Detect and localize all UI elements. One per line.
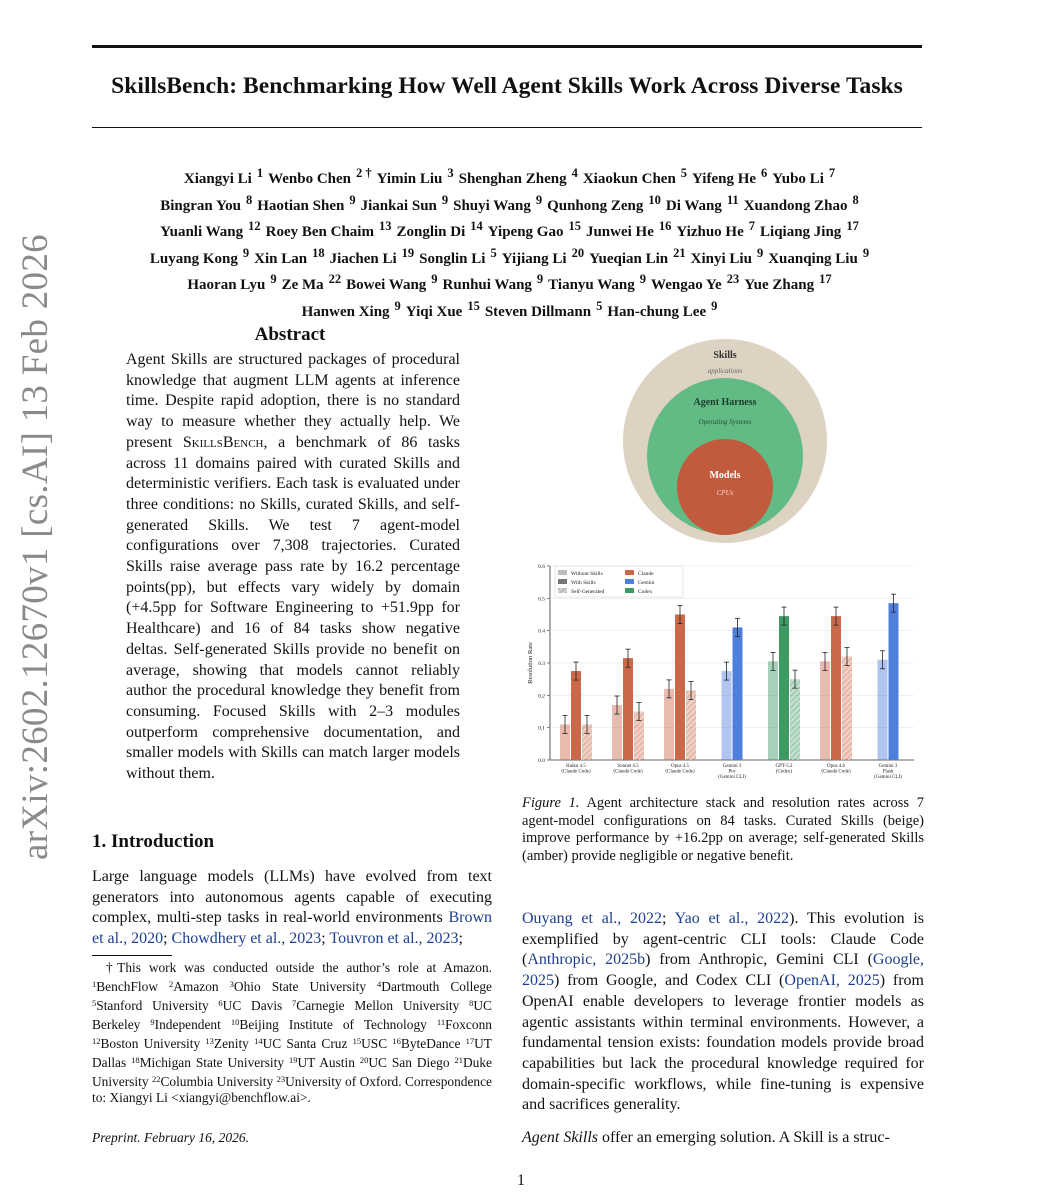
author-affiliation: 4 (571, 166, 578, 180)
legend-swatch (625, 588, 634, 593)
affiliation-number: 12 (92, 1036, 101, 1046)
author-affiliation: 6 (761, 166, 768, 180)
preprint-note: Preprint. February 16, 2026. (92, 1130, 249, 1145)
citation-link[interactable]: OpenAI, 2025 (784, 972, 880, 990)
x-tick-label: Flash (882, 769, 894, 775)
y-tick-label: 0.0 (538, 758, 545, 764)
x-tick-sublabel: (Claude Code) (665, 769, 695, 775)
citation-link[interactable]: Anthropic, 2025b (527, 951, 646, 969)
affiliation-name: University of Oxford (285, 1074, 399, 1089)
author-name: Xuandong Zhao (743, 197, 848, 214)
author-affiliation: 3 (447, 166, 454, 180)
author-affiliation: 9 (862, 245, 870, 260)
affiliation-number: 23 (276, 1074, 286, 1084)
citation-link[interactable]: Chowdhery et al., 2023 (171, 930, 322, 948)
citation-link[interactable]: Google, 2025 (522, 951, 925, 990)
section-heading-introduction: 1. Introduction (92, 831, 215, 852)
models-sublabel: CPUs (716, 489, 734, 497)
x-tick-sublabel: (Codex) (775, 769, 793, 775)
title-rule-top (92, 45, 922, 48)
author-name: Yubo Li (772, 171, 824, 187)
author-name: Shuyi Wang (453, 197, 531, 214)
y-tick-label: 0.1 (538, 725, 545, 732)
affiliation-name: Boston University (100, 1036, 201, 1051)
affiliation-number: 8 (469, 998, 474, 1008)
author-name: Xiaokun Chen (582, 171, 676, 187)
author-affiliation: 12 (248, 219, 261, 233)
author-name: Haoran Lyu (187, 277, 266, 293)
paper-title: SkillsBench: Benchmarking How Well Agent Skills Work Across Diverse Tasks (111, 73, 903, 99)
bar-without-skills (722, 671, 732, 760)
author-name: Yizhuo He (676, 224, 744, 240)
author-name: Shenghan Zheng (458, 171, 567, 187)
author-line (92, 243, 922, 270)
author-name: Yimin Liu (376, 171, 443, 187)
affiliation-number: 14 (254, 1036, 263, 1046)
affiliation-name: Michigan State University (139, 1055, 285, 1070)
author-name: Yue Zhang (744, 277, 815, 293)
author-name: Yipeng Gao (487, 224, 564, 240)
affiliation-name: Duke University (92, 1055, 492, 1089)
affiliation-name: Dartmouth College (381, 979, 492, 994)
citation-link[interactable]: Touvron et al., 2023 (329, 930, 459, 948)
models-label: Models (709, 470, 741, 481)
y-tick-label: 0.6 (538, 564, 545, 570)
author-affiliation: 5 (680, 166, 688, 180)
author-name: Yijiang Li (501, 250, 567, 267)
arxiv-identifier: arXiv:2602.12670v1 [cs.AI] 13 Feb 2026 (15, 234, 56, 860)
affiliation-number: 4 (377, 979, 382, 989)
affiliation-number: 21 (454, 1055, 463, 1065)
author-line (92, 296, 922, 323)
footnote-rule (92, 955, 172, 956)
bar-without-skills (820, 661, 830, 760)
author-affiliation: 7 (828, 166, 836, 180)
legend-swatch (625, 570, 634, 575)
affiliation-number: 22 (151, 1074, 161, 1084)
bar-with-skills (831, 616, 841, 760)
x-tick-label: Opus 4.6 (826, 764, 846, 769)
citation-link[interactable]: Brown et al., 2020 (92, 909, 492, 948)
affiliation-name: Carnegie Mellon University (296, 998, 460, 1013)
citation-link[interactable]: Ouyang et al., 2022 (522, 910, 663, 927)
author-name: Tianyu Wang (548, 277, 635, 293)
author-name: Haotian Shen (257, 197, 345, 214)
author-affiliation: 19 (401, 245, 415, 260)
bar-self-hatch (842, 657, 852, 760)
author-name: Roey Ben Chaim (265, 224, 374, 240)
affiliation-name: Foxconn (445, 1017, 492, 1032)
page-number: 1 (517, 1172, 525, 1189)
x-tick-label: Opus 4.5 (670, 764, 690, 769)
legend-label: Self-Generated (571, 589, 605, 595)
legend-label: Codex (638, 589, 653, 595)
author-name: Qunhong Zeng (547, 197, 644, 214)
author-affiliation: 9 (441, 192, 449, 207)
title-rule-bottom (92, 127, 922, 128)
bar-without-skills (768, 661, 778, 760)
affiliation-number: 5 (92, 998, 97, 1008)
author-name: Yifeng He (692, 171, 757, 187)
author-affiliation: 13 (378, 219, 392, 233)
author-name: Yuanli Wang (160, 224, 244, 240)
author-affiliation: 23 (726, 272, 740, 286)
resolution-rate-chart (522, 560, 920, 782)
agent-harness-sublabel: Operating Systems (698, 418, 752, 426)
bar-with-skills (623, 658, 633, 760)
affiliation-number: 3 (229, 979, 234, 989)
author-name: Xiangyi Li (183, 171, 252, 187)
agent-skills-paragraph: Agent Skills offer an emerging solution. A Skill is a struc- (522, 1129, 890, 1146)
affiliation-number: 9 (150, 1017, 155, 1027)
author-affiliation: 18 (312, 245, 325, 260)
author-name: Runhui Wang (442, 277, 532, 293)
bar-self-hatch (790, 679, 800, 760)
x-tick-sublabel: (Claude Code) (613, 769, 643, 775)
author-name: Jiankai Sun (360, 197, 437, 214)
author-affiliation: 5 (596, 298, 603, 313)
bar-with-skills (779, 616, 789, 760)
author-affiliation: 9 (349, 192, 356, 207)
x-tick-sublabel: (Claude Code) (821, 769, 851, 775)
skills-sublabel: applications (707, 367, 743, 375)
abstract-body: Agent Skills are structured packages of procedural knowledge that augment LLM agents at inference time. Despite rapid adoption, there is no standard way to measure whether they actually help. We present SkillsBench, a benchmark of 86 tasks across 11 domains paired with curated Skills and deterministic verifiers. Each task is evaluated under three conditions: no Skills, curated Skills, and self-generated Skills. We test 7 agent-model configurations over 7,308 trajectories. Curated Skills raise average pass rate by 16.2 percentage points(pp), but effects vary widely by domain (+4.5pp for Software Engineering to +51.9pp for Healthcare) and 16 of 84 tasks show negative deltas. Self-generated Skills provide no benefit on average, showing that models cannot reliably author the procedural knowledge they benefit from consuming. Focused Skills with 2–3 modules outperform comprehensive documentation, and smaller models with Skills can match larger models without them. (126, 351, 461, 783)
author-affiliation: 1 (256, 166, 264, 180)
author-affiliation: 16 (658, 219, 672, 233)
author-affiliation: 8 (852, 192, 859, 207)
author-name: Luyang Kong (149, 250, 238, 267)
affiliation-number: 17 (465, 1036, 475, 1046)
affiliation-number: 13 (205, 1036, 214, 1046)
author-name: Hanwen Xing (301, 303, 390, 320)
y-tick-label: 0.3 (538, 661, 545, 667)
affiliation-number: 6 (218, 998, 223, 1008)
affiliation-name: UC San Diego (368, 1055, 450, 1070)
author-name: Wenbo Chen (268, 171, 352, 187)
author-name: Wengao Ye (651, 277, 722, 293)
author-list (92, 163, 922, 322)
author-name: Han-chung Lee (607, 303, 707, 320)
author-affiliation: 9 (711, 298, 718, 313)
affiliation-name: Zenity (213, 1036, 249, 1051)
legend-swatch-hatch (558, 588, 567, 593)
legend-label: With Skills (571, 580, 596, 586)
author-affiliation: 9 (270, 272, 277, 286)
skills-label: Skills (713, 350, 737, 361)
author-affiliation: 9 (535, 192, 543, 207)
agent-harness-label: Agent Harness (693, 397, 757, 408)
affiliation-name: UT Austin (297, 1055, 355, 1070)
affiliation-name: BenchFlow (96, 979, 158, 994)
author-name: Yueqian Lin (589, 250, 669, 267)
x-tick-sublabel: (Gemini CLI) (718, 775, 746, 780)
author-name: Bowei Wang (346, 277, 427, 293)
bar-with-skills (889, 603, 899, 760)
affiliation-name: Columbia University (160, 1074, 274, 1089)
author-affiliation: 5 (490, 245, 497, 260)
x-tick-label: Gemini 3 (722, 764, 742, 769)
affiliation-number: 10 (230, 1017, 240, 1027)
author-affiliation: 14 (470, 219, 483, 233)
x-tick-label: Sonnet 4.5 (617, 764, 639, 769)
author-affiliation: 20 (571, 245, 585, 260)
bar-with-skills (571, 671, 581, 760)
x-tick-label: GPT-5.2 (775, 764, 793, 769)
affiliation-name: UT Dallas (92, 1036, 492, 1070)
affiliation-name: USC (361, 1036, 388, 1051)
bar-without-skills (878, 660, 888, 760)
author-line (92, 216, 922, 243)
author-affiliation: 9 (394, 298, 401, 313)
affiliation-name: Independent (154, 1017, 221, 1032)
affiliation-number: 19 (288, 1055, 298, 1065)
author-line (92, 163, 922, 190)
affiliation-number: 16 (392, 1036, 401, 1046)
author-name: Ze Ma (281, 277, 324, 293)
legend-swatch (558, 579, 567, 584)
intro-paragraph-continued: Ouyang et al., 2022; Yao et al., 2022). This evolution is exemplified by agent-centric CLI tools: Claude Code (Anthropic, 2025b) from Anthropic, Gemini CLI (Google, 2025) from Google, and Codex CLI (OpenAI, 2025) from OpenAI enable developers to leverage frontier models as agentic assistants within terminal environments. However, a fundamental tension exists: foundation models provide broad capabilities but lack the procedural knowledge required for domain-specific workflows, while fine-tuning is expensive and sacrifices generality. (522, 910, 925, 1114)
author-line (92, 269, 922, 296)
legend-swatch (625, 579, 634, 584)
y-tick-label: 0.5 (538, 596, 545, 603)
affiliation-name: UC Davis (222, 998, 283, 1013)
affiliation-number: 20 (359, 1055, 369, 1065)
legend-label: Gemini (638, 580, 655, 586)
author-name: Zonglin Di (396, 224, 466, 240)
affiliation-number: 2 (169, 979, 174, 989)
benchmark-name: SkillsBench (182, 433, 264, 451)
affiliation-footnote: †This work was conducted outside the author’s role at Amazon. $^1$BenchFlow $^2$Amazon $^3$Ohio State University $^4$Dartmouth College $^5$Stanford University $^6$UC Davis $^7$Carnegie Mellon University $^8$UC Berkeley $^9$Independent $^{10}$Beijing Institute of Technology $^{11}$Foxconn $^{12}$Boston University $^{13}$Zenity $^{14}$UC Santa Cruz $^{15}$USC $^{16}$ByteDance $^{17}$UT Dallas $^{18}$Michigan State University $^{19}$UT Austin $^{20}$UC San Diego $^{21}$Duke University $^{22}$Columbia University $^{23}$University of Oxford. Correspondence to: Xiangyi Li <xiangyi@benchflow.ai>. (92, 960, 492, 1105)
legend-label: Without Skills (571, 571, 603, 577)
author-affiliation: 11 (726, 192, 739, 207)
author-affiliation: 10 (648, 192, 661, 207)
affiliation-number: 18 (131, 1055, 140, 1065)
bar-without-skills (664, 689, 674, 760)
bar-self-hatch (686, 690, 696, 760)
affiliation-name: UC Berkeley (92, 998, 492, 1032)
author-name: Jiachen Li (329, 250, 397, 267)
author-name: Xuanqing Liu (768, 250, 858, 267)
legend-label: Claude (638, 571, 654, 577)
author-affiliation: 7 (748, 219, 756, 233)
author-name: Songlin Li (419, 250, 486, 267)
author-line (92, 190, 922, 217)
author-affiliation: 15 (568, 219, 581, 233)
author-name: Yiqi Xue (405, 303, 463, 320)
author-affiliation: 21 (673, 245, 686, 260)
author-affiliation: 9 (242, 245, 250, 260)
author-affiliation: 9 (431, 272, 438, 286)
affiliation-number: 7 (292, 998, 297, 1008)
citation-link[interactable]: Yao et al., 2022 (674, 910, 790, 927)
affiliation-name: Amazon (173, 979, 219, 994)
figure-caption: Figure 1. Agent architecture stack and resolution rates across 7 agent-model configurations on 84 tasks. Curated Skills (beige) improve performance by +16.2pp on average; self-generated Skills (amber) provide negligible or negative benefit. (522, 795, 924, 864)
abstract-heading: Abstract (254, 324, 326, 345)
affiliation-name: Beijing Institute of Technology (239, 1017, 427, 1032)
affiliation-number: 11 (436, 1017, 446, 1027)
author-name: Junwei He (585, 224, 654, 240)
author-name: Liqiang Jing (760, 224, 842, 240)
author-affiliation: 9 (756, 245, 764, 260)
author-affiliation: 17 (846, 219, 859, 233)
y-tick-label: 0.2 (538, 693, 545, 700)
x-tick-sublabel: (Gemini CLI) (874, 775, 902, 780)
y-axis-label: Resolution Rate (527, 642, 534, 684)
author-name: Xinyi Liu (690, 250, 752, 267)
author-name: Steven Dillmann (484, 303, 592, 320)
x-tick-label: Gemini 3 (878, 764, 898, 769)
x-tick-label: Haiku 4.5 (566, 764, 586, 769)
affiliation-number: 1 (92, 979, 97, 989)
affiliation-name: Ohio State University (233, 979, 367, 994)
author-affiliation: 9 (536, 272, 544, 286)
x-tick-label: Pro (728, 769, 736, 775)
affiliation-number: 15 (352, 1036, 362, 1046)
author-affiliation: 2 † (356, 166, 372, 180)
author-name: Di Wang (665, 197, 722, 214)
models-layer-circle (677, 439, 773, 535)
bar-with-skills (733, 627, 743, 760)
affiliation-name: ByteDance (400, 1036, 461, 1051)
affiliation-name: Stanford University (96, 998, 209, 1013)
y-tick-label: 0.4 (538, 628, 545, 635)
author-affiliation: 8 (245, 192, 253, 207)
x-tick-sublabel: (Claude Code) (561, 769, 591, 775)
author-name: Bingran You (160, 197, 241, 214)
author-affiliation: 17 (819, 272, 832, 286)
author-affiliation: 15 (467, 298, 480, 313)
bar-with-skills (675, 615, 685, 761)
agent-stack-diagram (620, 336, 830, 546)
author-affiliation: 9 (639, 272, 647, 286)
legend-swatch (558, 570, 567, 575)
author-name: Xin Lan (254, 250, 308, 267)
affiliation-name: UC Santa Cruz (262, 1036, 348, 1051)
intro-paragraph: Large language models (LLMs) have evolved from text generators into autonomous agents capable of executing complex, multi-step tasks in real-world environments Brown et al., 2020; Chowdhery et al., 2023; Touvron et al., 2023; (92, 868, 492, 948)
author-affiliation: 22 (328, 272, 342, 286)
